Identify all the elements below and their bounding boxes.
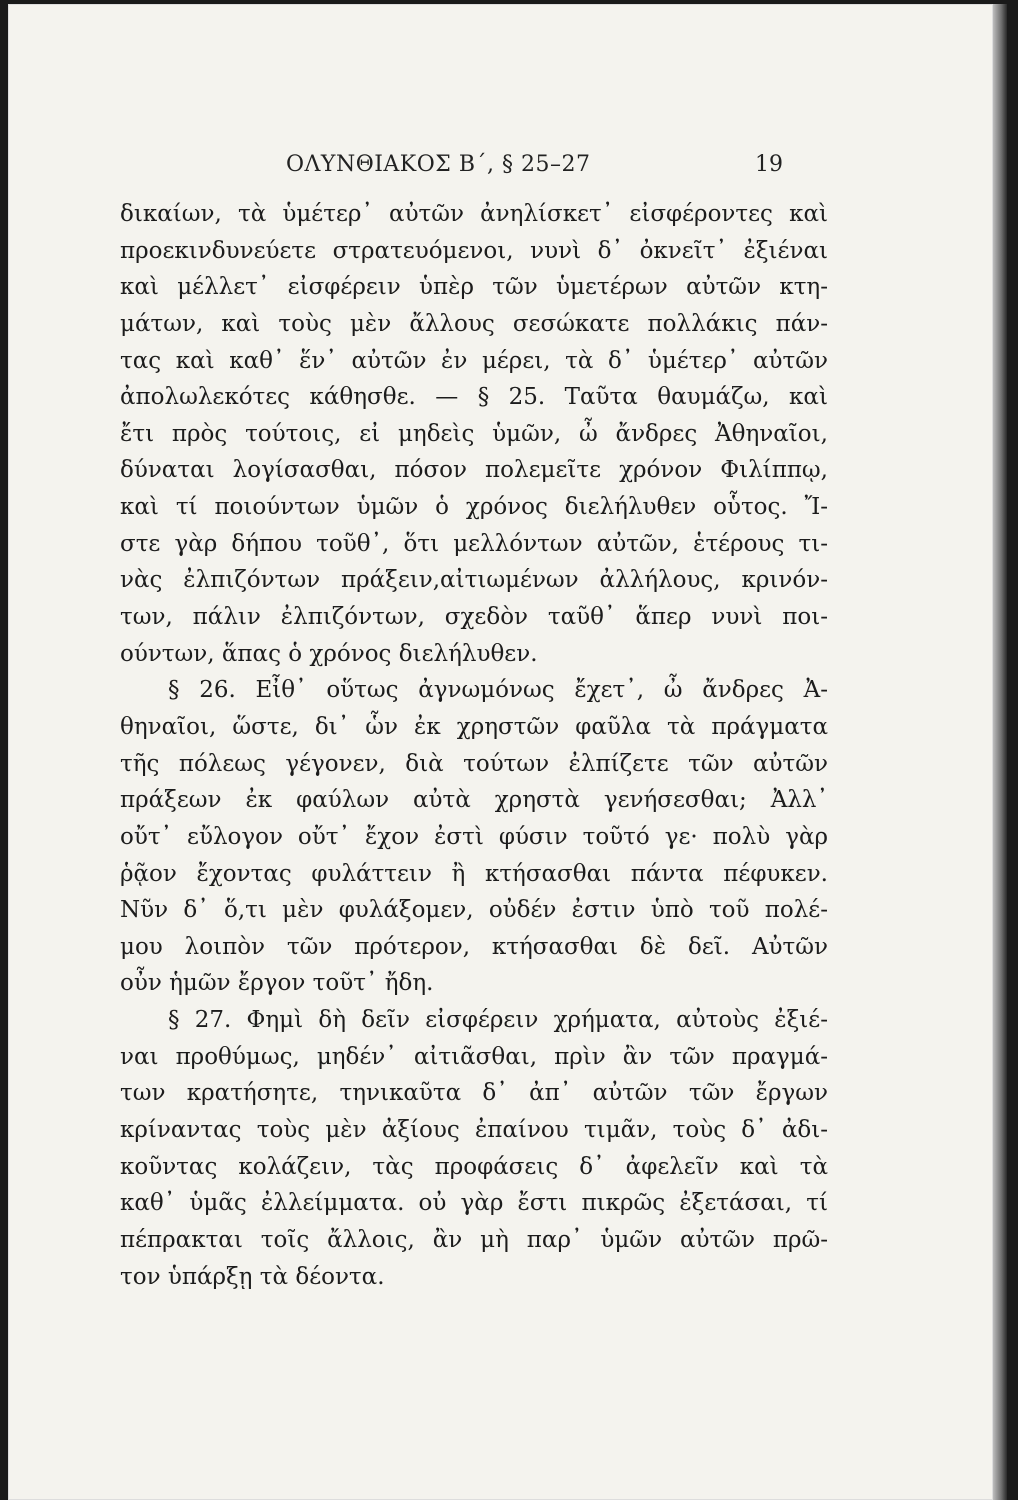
text-line: πράξεων ἐκ φαύλων αὐτὰ χρηστὰ γενήσεσθαι; Ἀλλ᾽: [120, 787, 828, 814]
text-line: οὖν ἡμῶν ἔργον τοῦτ᾽ ἤδη.: [120, 970, 434, 997]
text-line: μου λοιπὸν τῶν πρότερον, κτήσασθαι δὲ δεῖ. Αὐτῶν: [120, 933, 828, 960]
text-line: μάτων, καὶ τοὺς μὲν ἄλλους σεσώκατε πολλάκις πάν-: [120, 310, 828, 337]
text-line: οὔτ᾽ εὔλογον οὔτ᾽ ἔχον ἐστὶ φύσιν τοῦτό γε· πολὺ γὰρ: [120, 823, 828, 850]
text-line: τας καὶ καθ᾽ ἕν᾽ αὐτῶν ἐν μέρει, τὰ δ᾽ ὑμέτερ᾽ αὐτῶν: [120, 347, 828, 374]
text-line: καθ᾽ ὑμᾶς ἐλλείμματα. οὐ γὰρ ἔστι πικρῶς ἐξετάσαι, τί: [120, 1190, 828, 1217]
text-line: ἀπολωλεκότες κάθησθε. — § 25. Ταῦτα θαυμάζω, καὶ: [120, 384, 828, 411]
text-line: πέπρακται τοῖς ἄλλοις, ἂν μὴ παρ᾽ ὑμῶν αὐτῶν πρῶ-: [120, 1226, 828, 1253]
body-text: [120, 196, 828, 1295]
page-number: 19: [755, 152, 783, 177]
text-line: Νῦν δ᾽ ὅ,τι μὲν φυλάξομεν, οὐδέν ἐστιν ὑπὸ τοῦ πολέ-: [120, 897, 828, 924]
text-line: των, πάλιν ἐλπιζόντων, σχεδὸν ταῦθ᾽ ἅπερ νυνὶ ποι-: [120, 604, 828, 631]
running-title: ΟΛΥΝΘΙΑΚΟΣ Β΄, § 25–27: [286, 152, 591, 177]
text-line: κοῦντας κολάζειν, τὰς προφάσεις δ᾽ ἀφελεῖν καὶ τὰ: [120, 1153, 828, 1180]
book-page: [8, 4, 993, 1500]
text-line: τον ὑπάρξῃ τὰ δέοντα.: [120, 1263, 385, 1290]
text-line: καὶ τί ποιούντων ὑμῶν ὁ χρόνος διελήλυθεν οὗτος. Ἴ-: [120, 494, 828, 521]
text-line: ούντων, ἅπας ὁ χρόνος διελήλυθεν.: [120, 640, 538, 667]
text-line: κρίναντας τοὺς μὲν ἀξίους ἐπαίνου τιμᾶν, τοὺς δ᾽ ἀδι-: [120, 1117, 828, 1144]
text-line: καὶ μέλλετ᾽ εἰσφέρειν ὑπὲρ τῶν ὑμετέρων αὐτῶν κτη-: [120, 274, 828, 301]
page-header: [8, 152, 993, 182]
text-line: δύναται λογίσασθαι, πόσον πολεμεῖτε χρόνον Φιλίππῳ,: [120, 457, 828, 484]
text-line: νὰς ἐλπιζόντων πράξειν,αἰτιωμένων ἀλλήλους, κρινόν-: [120, 567, 828, 594]
text-line: στε γὰρ δήπου τοῦθ᾽, ὅτι μελλόντων αὐτῶν, ἑτέρους τι-: [120, 530, 828, 557]
text-line: ῥᾷον ἔχοντας φυλάττειν ἢ κτήσασθαι πάντα πέφυκεν.: [120, 860, 828, 887]
text-line: δικαίων, τὰ ὑμέτερ᾽ αὐτῶν ἀνηλίσκετ᾽ εἰσφέροντες καὶ: [120, 201, 828, 227]
text-line: τῆς πόλεως γέγονεν, διὰ τούτων ἐλπίζετε τῶν αὐτῶν: [120, 750, 828, 777]
paragraph-start-line: § 27. Φημὶ δὴ δεῖν εἰσφέρειν χρήματα, αὐτοὺς ἐξιέ-: [168, 1007, 828, 1034]
text-line: ναι προθύμως, μηδέν᾽ αἰτιᾶσθαι, πρὶν ἂν τῶν πραγμά-: [120, 1043, 828, 1070]
paragraph-start-line: § 26. Εἶθ᾽ οὕτως ἀγνωμόνως ἔχετ᾽, ὦ ἄνδρες Ἀ-: [168, 677, 828, 704]
page-edge: [993, 4, 1007, 1500]
text-line: των κρατήσητε, τηνικαῦτα δ᾽ ἀπ᾽ αὐτῶν τῶν ἔργων: [120, 1080, 828, 1107]
text-line: ἔτι πρὸς τούτοις, εἰ μηδεὶς ὑμῶν, ὦ ἄνδρες Ἀθηναῖοι,: [120, 420, 828, 447]
text-line: προεκινδυνεύετε στρατευόμενοι, νυνὶ δ᾽ ὀκνεῖτ᾽ ἐξιέναι: [120, 237, 828, 264]
text-line: θηναῖοι, ὥστε, δι᾽ ὧν ἐκ χρηστῶν φαῦλα τὰ πράγματα: [120, 713, 828, 740]
